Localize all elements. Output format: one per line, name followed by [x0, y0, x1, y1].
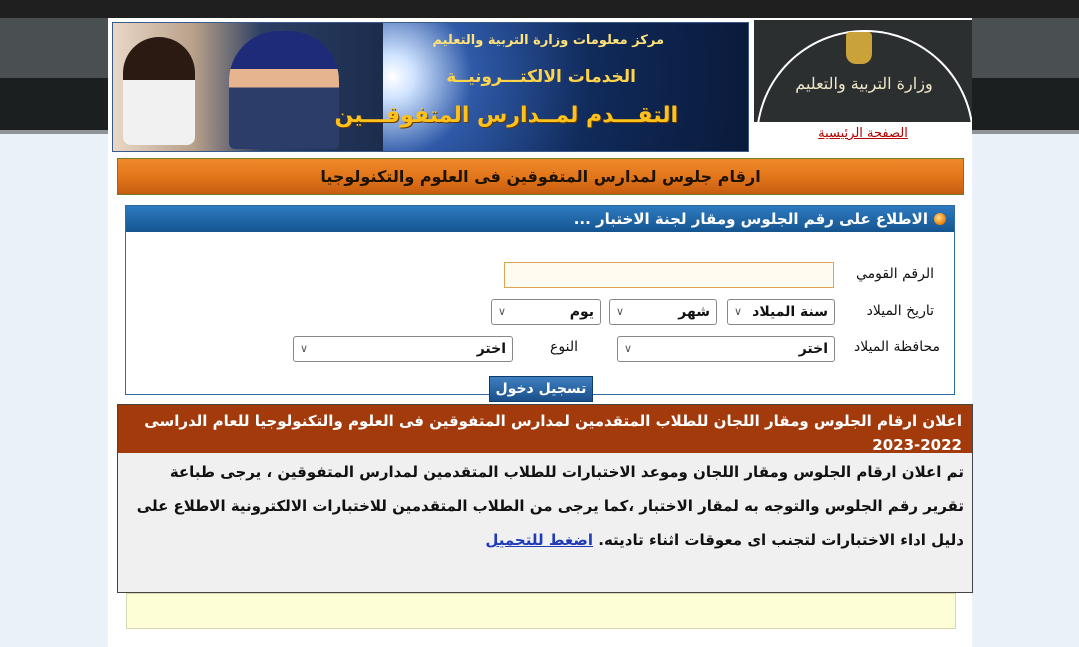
banner-line-1: مركز معلومات وزارة التربية والتعليم — [432, 33, 664, 48]
student-girl-figure — [123, 37, 195, 145]
birth-day-value: يوم — [569, 304, 594, 320]
announcement-body — [118, 453, 972, 557]
right-decorative-band — [972, 18, 1079, 134]
birth-day-select[interactable] — [491, 299, 601, 325]
chevron-down-icon: ∨ — [734, 305, 743, 318]
header-banner-image — [112, 22, 749, 152]
announcement-text: تم اعلان ارقام الجلوس ومقار اللجان وموعد الاختبارات للطلاب المتقدمين لمدارس المتفوقين ، يرجى طباعة تقرير رقم الجلوس والتوجه به لمقار الاختبار ،كما يرجى من الطلاب المتقدمين للاختبارات الالكترونية الاطلاع على دليل اداء الاختبارات لتجنب اى معوقات اثناء تاديته. — [136, 463, 964, 549]
birth-year-value: سنة الميلاد — [752, 304, 828, 320]
chevron-down-icon: ∨ — [300, 342, 309, 355]
eagle-emblem-icon — [846, 32, 872, 64]
login-form — [125, 205, 955, 395]
national-id-input[interactable] — [504, 262, 834, 288]
birth-month-select[interactable] — [609, 299, 717, 325]
ministry-name: وزارة التربية والتعليم — [795, 74, 933, 93]
banner-line-2: الخدمات الالكتـــرونيــة — [446, 67, 636, 87]
page-container — [108, 18, 972, 647]
national-id-label: الرقم القومي — [856, 266, 934, 282]
login-button[interactable]: تسجيل دخول — [489, 376, 593, 402]
birth-date-label: تاريخ الميلاد — [866, 303, 934, 319]
download-link[interactable]: اضغط للتحميل — [485, 531, 594, 549]
orange-bullet-icon — [934, 213, 946, 225]
birth-year-select[interactable] — [727, 299, 835, 325]
birth-governorate-select[interactable] — [617, 336, 835, 362]
yellow-notice-box — [126, 593, 956, 629]
gender-value: اختر — [476, 341, 506, 357]
login-form-heading: الاطلاع على رقم الجلوس ومقار لجنة الاختبار ... — [573, 210, 928, 228]
announcement-box — [117, 404, 973, 593]
page-title: ارقام جلوس لمدارس المتفوقين فى العلوم والتكنولوجيا — [117, 158, 964, 195]
chevron-down-icon: ∨ — [624, 342, 633, 355]
birth-month-value: شهر — [678, 304, 710, 320]
announcement-title: اعلان ارقام الجلوس ومقار اللجان للطلاب المتقدمين لمدارس المتفوقين فى العلوم والتكنولوجيا للعام الدراسى 2022-2023 — [118, 405, 972, 453]
ministry-logo — [754, 20, 972, 122]
chevron-down-icon: ∨ — [616, 305, 625, 318]
top-black-bar — [0, 0, 1079, 18]
birth-governorate-label: محافظة الميلاد — [854, 339, 940, 355]
gender-label: النوع — [550, 339, 578, 355]
left-decorative-band — [0, 18, 108, 134]
chevron-down-icon: ∨ — [498, 305, 507, 318]
banner-line-3: التقـــدم لمــدارس المتفوقـــين — [334, 103, 678, 128]
student-boy-figure — [229, 31, 339, 149]
home-page-link[interactable]: الصفحة الرئيسية — [818, 126, 908, 141]
gender-select[interactable] — [293, 336, 513, 362]
birth-governorate-value: اختر — [798, 341, 828, 357]
login-form-header — [126, 206, 954, 232]
